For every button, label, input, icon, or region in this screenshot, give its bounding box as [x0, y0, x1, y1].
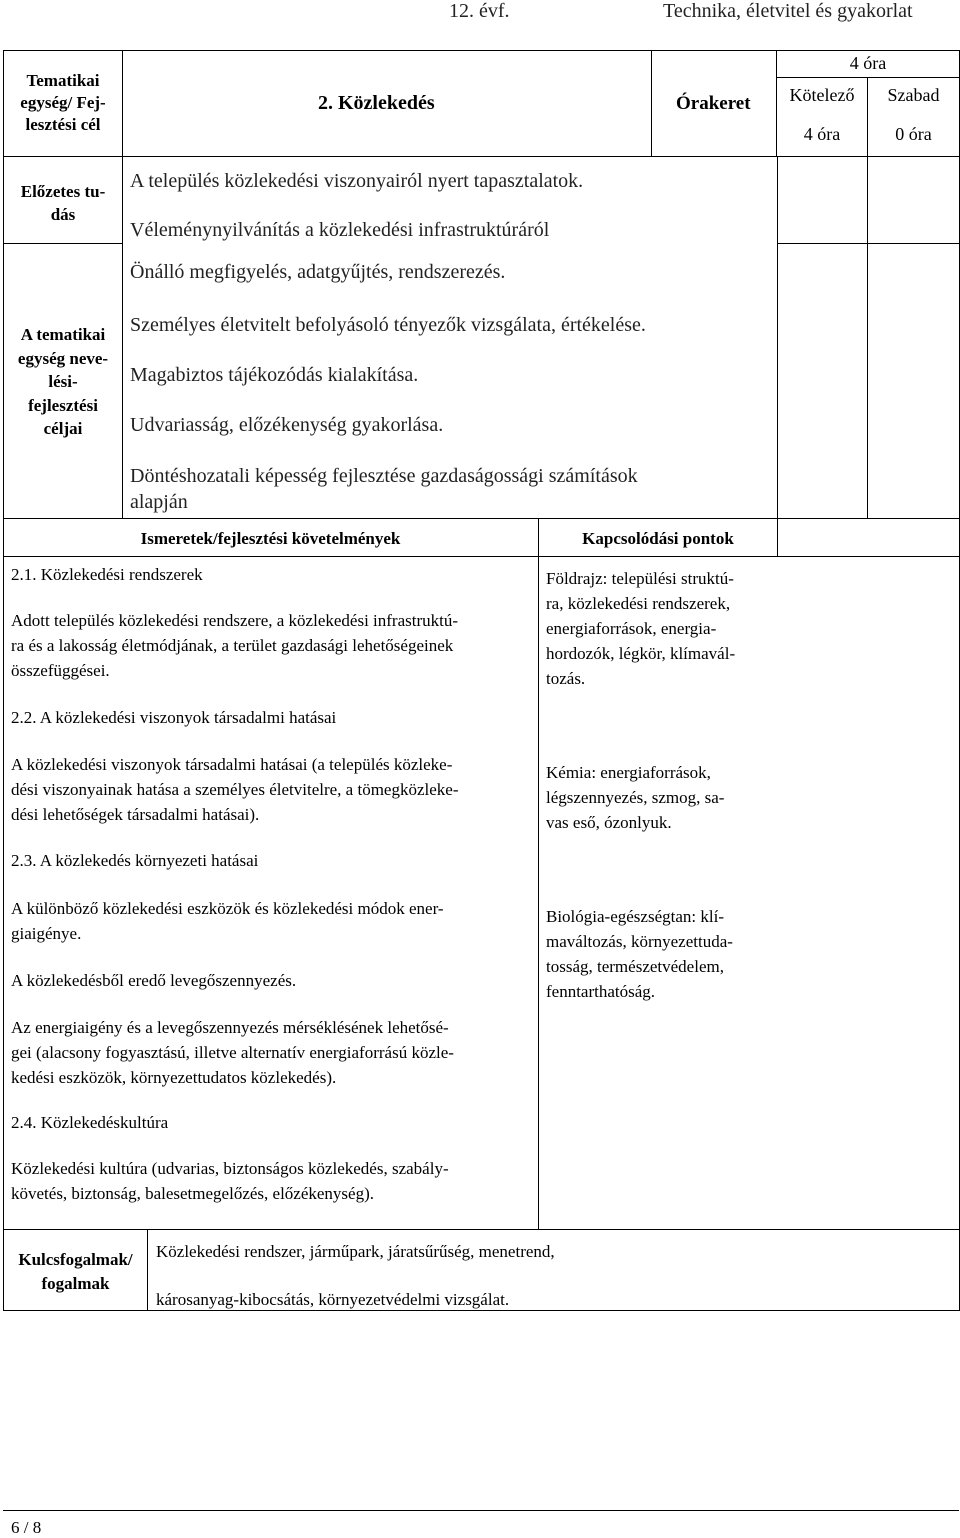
goals-label: A tematikai egység neve- lési- fejlesztési céljai [17, 325, 109, 438]
col-requirements: Ismeretek/fejlesztési követelmények [140, 529, 401, 548]
connection-geography: Földrajz: települési struktú- ra, közlekedési rendszerek, energiaforrások, energia- hordozók, légkör, klímavál- tozás. [546, 569, 736, 688]
subject-label: Technika, életvitel és gyakorlat [663, 0, 913, 22]
prior-text-1: A település közlekedési viszonyairól nyert tapasztalatok. [130, 170, 584, 192]
prior-text-2: Véleménynyilvánítás a közlekedési infrastruktúráról [130, 219, 550, 241]
section-title: 2.1. Közlekedési rendszerek [11, 565, 203, 584]
goal-text-1: Önálló megfigyelés, adatgyűjtés, rendszerezés. [130, 261, 506, 283]
mandatory-label: Kötelező [789, 85, 855, 105]
goal-text-3: Magabiztos tájékozódás kialakítása. [130, 364, 419, 386]
free-label: Szabad [887, 85, 940, 105]
section-paragraph: A közlekedési viszonyok társadalmi hatásai (a település közleke- dési viszonyainak hatása a személyes életvitelre, a tömegközleke- dési lehetőségek társadalmi hatásai). [11, 755, 459, 824]
free-hours: 0 óra [895, 124, 932, 144]
goal-text-2: Személyes életvitelt befolyásoló tényezők vizsgálata, értékelése. [130, 314, 646, 336]
footer-divider [3, 1510, 959, 1511]
section-paragraph: A közlekedésből eredő levegőszennyezés. [11, 971, 297, 990]
grade-label: 12. évf. [449, 0, 510, 22]
page-number: 6 / 8 [11, 1518, 42, 1537]
hours-total: 4 óra [849, 53, 887, 73]
section-paragraph: Közlekedési kultúra (udvarias, biztonságos közlekedés, szabály- követés, biztonság, balesetmegelőzés, előzékenység). [11, 1159, 449, 1203]
hours-label: Órakeret [676, 93, 751, 114]
goal-text-4: Udvariasság, előzékenység gyakorlása. [130, 414, 444, 436]
section-title: 2.4. Közlekedéskultúra [11, 1113, 169, 1132]
mandatory-hours: 4 óra [803, 124, 841, 144]
section-paragraph: Adott település közlekedési rendszere, a közlekedési infrastruktú- ra és a lakosság életmódjának, a terület gazdasági lehetőségeinek összefüggései. [11, 611, 459, 680]
section-title: 2.2. A közlekedési viszonyok társadalmi hatásai [11, 708, 337, 727]
keywords-label: Kulcsfogalmak/ fogalmak [18, 1250, 133, 1293]
unit-title: 2. Közlekedés [318, 92, 435, 114]
connection-chemistry: Kémia: energiaforrások, légszennyezés, szmog, sa- vas eső, ózonlyuk. [546, 763, 725, 832]
unit-label: Tematikai egység/ Fej- lesztési cél [20, 71, 106, 134]
section-paragraph: Az energiaigény és a levegőszennyezés mérséklésének lehetősé- gei (alacsony fogyasztású, illetve alternatív energiaforrású közle- kedési eszközök, környezettudatos közlekedés). [11, 1018, 454, 1087]
keywords-text-1: Közlekedési rendszer, járműpark, járatsűrűség, menetrend, [156, 1242, 555, 1261]
goal-text-5: Döntéshozatali képesség fejlesztése gazdaságossági számítások [130, 465, 638, 487]
prior-label: Előzetes tu- dás [20, 182, 106, 224]
section-paragraph: A különböző közlekedési eszközök és közlekedési módok ener- giaigénye. [11, 899, 444, 943]
section-title: 2.3. A közlekedés környezeti hatásai [11, 851, 259, 870]
connection-biology: Biológia-egészségtan: klí- maváltozás, környezettuda- tosság, természetvédelem, fenntarthatóság. [546, 907, 733, 1001]
keywords-text-2: károsanyag-kibocsátás, környezetvédelmi vizsgálat. [156, 1290, 510, 1309]
goal-text-6: alapján [130, 491, 188, 513]
col-connections: Kapcsolódási pontok [582, 529, 734, 548]
